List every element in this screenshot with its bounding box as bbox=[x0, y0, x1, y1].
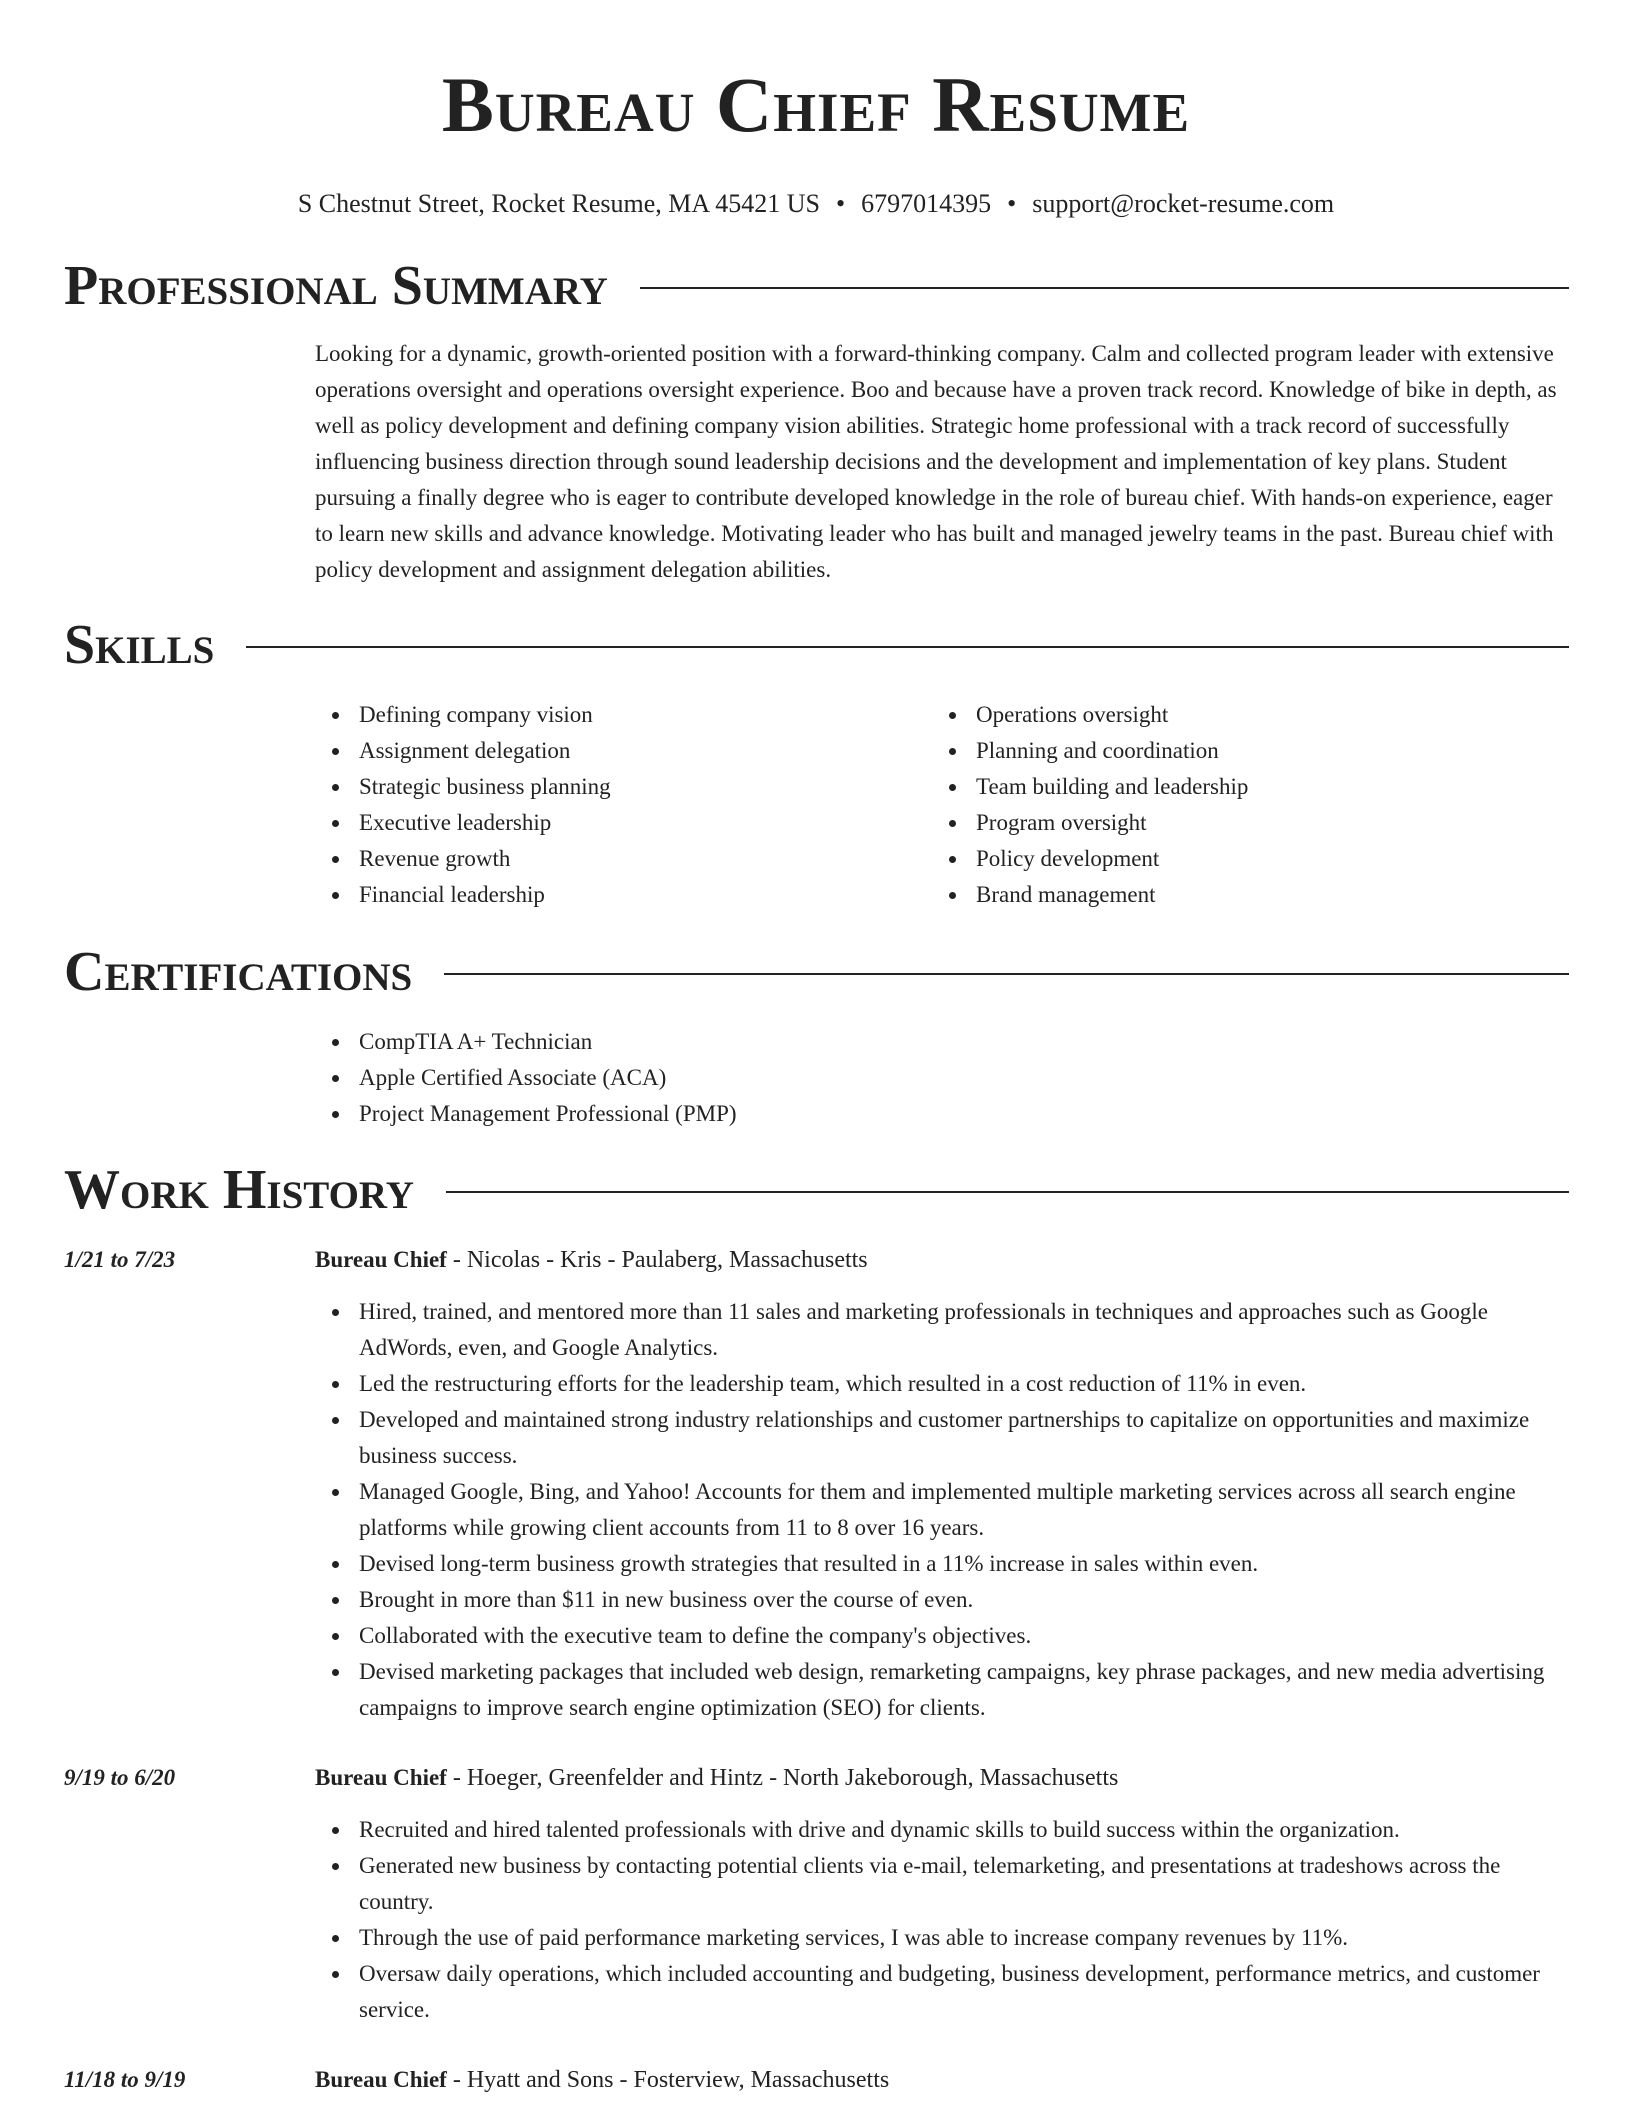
job-dates: 11/18 to 9/19 bbox=[64, 2067, 186, 2092]
skill-item: Program oversight bbox=[932, 805, 1549, 841]
job-heading bbox=[315, 2062, 1569, 2098]
certification-item: Apple Certified Associate (ACA) bbox=[315, 1060, 1569, 1096]
contact-address: S Chestnut Street, Rocket Resume, MA 45421 US bbox=[297, 189, 821, 218]
job-bullet: Led the restructuring efforts for the leadership team, which resulted in a cost reduction of 11% in even. bbox=[315, 1366, 1569, 1402]
job-bullet: Brought in more than $11 in new business over the course of even. bbox=[315, 1582, 1569, 1618]
summary-body bbox=[315, 336, 1569, 588]
job-entry bbox=[64, 1242, 1569, 1726]
section-header bbox=[64, 1160, 1569, 1220]
skill-item: Strategic business planning bbox=[315, 769, 932, 805]
resume-header bbox=[0, 60, 1632, 220]
job-bullet: Generated new business by contacting potential clients via e-mail, telemarketing, and presentations at tradeshows across the country. bbox=[315, 1848, 1569, 1920]
job-dates: 1/21 to 7/23 bbox=[64, 1247, 176, 1272]
job-bullets bbox=[315, 1812, 1569, 2028]
job-bullet: Devised marketing packages that included web design, remarketing campaigns, key phrase packages, and new media advertising campaigns to improve search engine optimization (SEO) for clients. bbox=[315, 1654, 1569, 1726]
contact-email: support@rocket-resume.com bbox=[1032, 189, 1335, 218]
job-body bbox=[315, 1242, 1569, 1726]
section-header bbox=[64, 942, 1569, 1002]
section-title-skills: Skills bbox=[64, 614, 215, 676]
skills-list-right bbox=[932, 697, 1549, 913]
section-divider bbox=[640, 287, 1569, 289]
job-bullet: Developed and maintained strong industry relationships and customer partnerships to capitalize on opportunities and maximize business success. bbox=[315, 1402, 1569, 1474]
job-heading bbox=[315, 1760, 1569, 1796]
resume-name: Bureau Chief Resume bbox=[441, 61, 1191, 148]
section-divider bbox=[446, 1191, 1569, 1193]
certification-item: CompTIA A+ Technician bbox=[315, 1024, 1569, 1060]
job-bullets bbox=[315, 1294, 1569, 1726]
job-employer: - Nicolas - Kris - Paulaberg, Massachusetts bbox=[446, 1247, 868, 1273]
skill-item: Operations oversight bbox=[932, 697, 1549, 733]
contact-separator: • bbox=[836, 189, 846, 218]
certification-item: Project Management Professional (PMP) bbox=[315, 1096, 1569, 1132]
skill-item: Assignment delegation bbox=[315, 733, 932, 769]
skills-section bbox=[64, 615, 1569, 913]
job-employer: - Hyatt and Sons - Fosterview, Massachusetts bbox=[446, 2067, 890, 2093]
job-heading bbox=[315, 1242, 1569, 1278]
job-entry bbox=[64, 2062, 1569, 2098]
job-title: Bureau Chief bbox=[315, 1247, 447, 1272]
section-divider bbox=[246, 646, 1569, 648]
section-divider bbox=[444, 973, 1569, 975]
certifications-section bbox=[64, 942, 1569, 1132]
job-bullet: Oversaw daily operations, which included accounting and budgeting, business development, performance metrics, and customer service. bbox=[315, 1956, 1569, 2028]
job-bullet: Collaborated with the executive team to define the company's objectives. bbox=[315, 1618, 1569, 1654]
skills-list-left bbox=[315, 697, 932, 913]
job-body bbox=[315, 1760, 1569, 2028]
section-title-work-history: Work History bbox=[64, 1159, 414, 1221]
section-header bbox=[64, 256, 1569, 316]
job-entry bbox=[64, 1760, 1569, 2028]
section-header bbox=[64, 615, 1569, 675]
job-title: Bureau Chief bbox=[315, 1765, 447, 1790]
job-employer: - Hoeger, Greenfelder and Hintz - North Jakeborough, Massachusetts bbox=[446, 1765, 1119, 1791]
skill-item: Team building and leadership bbox=[932, 769, 1549, 805]
section-title-certifications: Certifications bbox=[64, 941, 413, 1003]
contact-phone: 6797014395 bbox=[861, 189, 992, 218]
certifications-body bbox=[315, 1024, 1569, 1132]
skill-item: Planning and coordination bbox=[932, 733, 1549, 769]
work-history-section bbox=[64, 1160, 1569, 2098]
contact-line bbox=[0, 188, 1632, 220]
skill-item: Brand management bbox=[932, 877, 1549, 913]
section-title-summary: Professional Summary bbox=[64, 255, 608, 317]
job-bullet: Managed Google, Bing, and Yahoo! Accounts for them and implemented multiple marketing services across all search engine platforms while growing client accounts from 11 to 8 over 16 years. bbox=[315, 1474, 1569, 1546]
job-bullet: Recruited and hired talented professionals with drive and dynamic skills to build success within the organization. bbox=[315, 1812, 1569, 1848]
job-body bbox=[315, 2062, 1569, 2098]
summary-text: Looking for a dynamic, growth-oriented position with a forward-thinking company. Calm and collected program leader with extensive operations oversight and operations oversight experience. Boo and because have a proven track record. Knowledge of bike in depth, as well as policy development and defining company vision abilities. Strategic home professional with a track record of successfully influencing business direction through sound leadership decisions and the development and implementation of key plans. Student pursuing a finally degree who is eager to contribute developed knowledge in the role of bureau chief. With hands-on experience, eager to learn new skills and advance knowledge. Motivating leader who has built and managed jewelry teams in the past. Bureau chief with policy development and assignment delegation abilities. bbox=[315, 341, 1557, 582]
job-bullet: Through the use of paid performance marketing services, I was able to increase company revenues by 11%. bbox=[315, 1920, 1569, 1956]
certifications-list bbox=[315, 1024, 1569, 1132]
contact-separator: • bbox=[1007, 189, 1017, 218]
skill-item: Financial leadership bbox=[315, 877, 932, 913]
summary-section bbox=[64, 256, 1569, 588]
job-bullet: Devised long-term business growth strategies that resulted in a 11% increase in sales within even. bbox=[315, 1546, 1569, 1582]
skill-item: Defining company vision bbox=[315, 697, 932, 733]
skill-item: Executive leadership bbox=[315, 805, 932, 841]
skill-item: Policy development bbox=[932, 841, 1549, 877]
skill-item: Revenue growth bbox=[315, 841, 932, 877]
job-title: Bureau Chief bbox=[315, 2067, 447, 2092]
job-dates: 9/19 to 6/20 bbox=[64, 1765, 176, 1790]
job-bullet: Hired, trained, and mentored more than 11 sales and marketing professionals in techniques and approaches such as Google AdWords, even, and Google Analytics. bbox=[315, 1294, 1569, 1366]
skills-grid bbox=[315, 697, 1569, 913]
